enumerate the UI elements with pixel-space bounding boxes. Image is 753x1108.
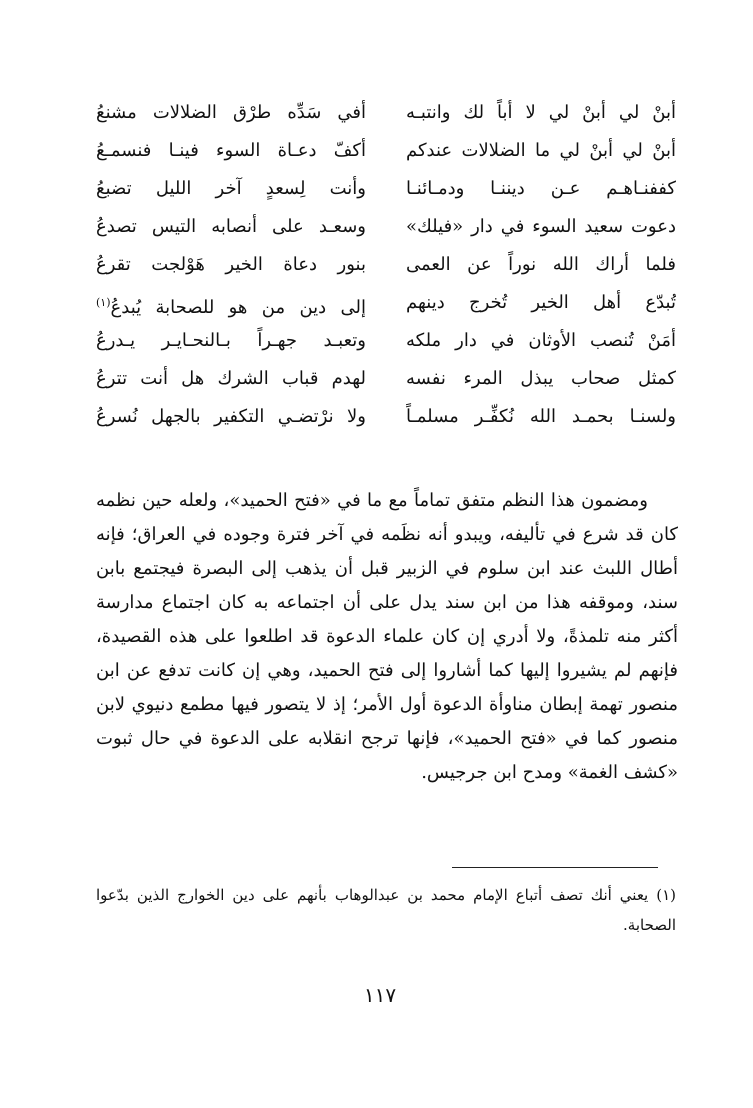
verse-3-first-hemistich: كففنـاهـم عـن ديننـا ودمـائنـا	[406, 178, 676, 199]
verse-6-first-hemistich: تُبدّع أهل الخير تُخرج دينهم	[406, 292, 676, 313]
verse-5-second-hemistich: بنور دعاة الخير هَوْلجت تقرعُ	[96, 254, 366, 275]
verse-6-second-hemistich	[96, 286, 366, 320]
footnote-marker: (١)	[96, 296, 111, 309]
verse-2	[96, 134, 676, 172]
verse-3-second-hemistich: وأنت لِسعدٍ آخر الليل تضبعُ	[96, 178, 366, 199]
verse-8	[96, 362, 676, 400]
verse-3	[96, 172, 676, 210]
verse-9	[96, 400, 676, 438]
verse-5-first-hemistich: فلما أراك الله نوراً عن العمى	[406, 254, 676, 275]
verse-8-first-hemistich: كمثل صحاب يبذل المرء نفسه	[406, 368, 676, 389]
verse-7	[96, 324, 676, 362]
verse-4-second-hemistich: وسعـد على أنصابه التيس تصدعُ	[96, 216, 366, 237]
commentary-paragraph: ومضمون هذا النظم متفق تماماً مع ما في «فتح الحميد»، ولعله حين نظمه كان قد شرع في تأليفه، ويبدو أنه نظَمه في آخر فترة وجوده في العراق؛ فإنه أطال اللبث عند ابن سلوم في الزبير قبل أن يذهب إلى البصرة فيجتمع بابن سند، وموقفه هذا من ابن سند يدل على أن اجتماعه به كان اجتماع مدارسة أكثر منه تلمذةً، ولا أدري إن كان علماء الدعوة قد اطلعوا على هذه القصيدة، فإنهم لم يشيروا إليها كما أشاروا إلى فتح الحميد، وهي إن كانت تدفع عن ابن منصور تهمة إبطان مناوأة الدعوة أول الأمر؛ إذ لا يتصور فيها مطمع دنيوي لابن منصور كما في «فتح الحميد»، فإنها ترجح انقلابه على الدعوة في حال ثبوت «كشف الغمة» ومدح ابن جرجيس.	[96, 490, 678, 783]
page-number: ١١٧	[363, 983, 397, 1007]
poem	[96, 96, 676, 438]
verse-4	[96, 210, 676, 248]
verse-8-second-hemistich: لهدم قباب الشرك هل أنت تترعُ	[96, 368, 366, 389]
verse-6	[96, 286, 676, 324]
verse-7-first-hemistich: أمَنْ تُنصب الأوثان في دار ملكه	[406, 330, 676, 351]
verse-7-second-hemistich: وتعبـد جهـراً بـالنحـايـر يـدرعُ	[96, 330, 366, 351]
verse-4-first-hemistich: دعوت سعيد السوء في دار «فيلك»	[406, 216, 676, 237]
verse-6-second-hemistich-text: إلى دين من هو للصحابة يُبدعُ	[110, 297, 366, 318]
footnote-separator	[452, 867, 658, 868]
verse-9-first-hemistich: ولسنـا بحمـد الله نُكفِّـر مسلمـاً	[406, 406, 676, 427]
verse-2-second-hemistich: أكفّ دعـاة السوء فينـا فنسمـعُ	[96, 140, 366, 161]
verse-1-second-hemistich: أفي سَدِّه طرْق الضلالات مشنعُ	[96, 102, 366, 123]
verse-5	[96, 248, 676, 286]
commentary	[96, 484, 678, 790]
verse-9-second-hemistich: ولا نرْتضـي التكفير بالجهل نُسرعُ	[96, 406, 366, 427]
footnote-text: (١) يعني أنك تصف أتباع الإمام محمد بن عبدالوهاب بأنهم على دين الخوارج الذين بدّعوا الصحابة.	[96, 886, 676, 934]
footnote	[96, 880, 676, 940]
verse-2-first-hemistich: أبنْ لي أبنْ لي ما الضلالات عندكم	[406, 140, 676, 161]
verse-1-first-hemistich: أبنْ لي أبنْ لي لا أباً لك وانتبـه	[406, 102, 676, 123]
verse-1	[96, 96, 676, 134]
